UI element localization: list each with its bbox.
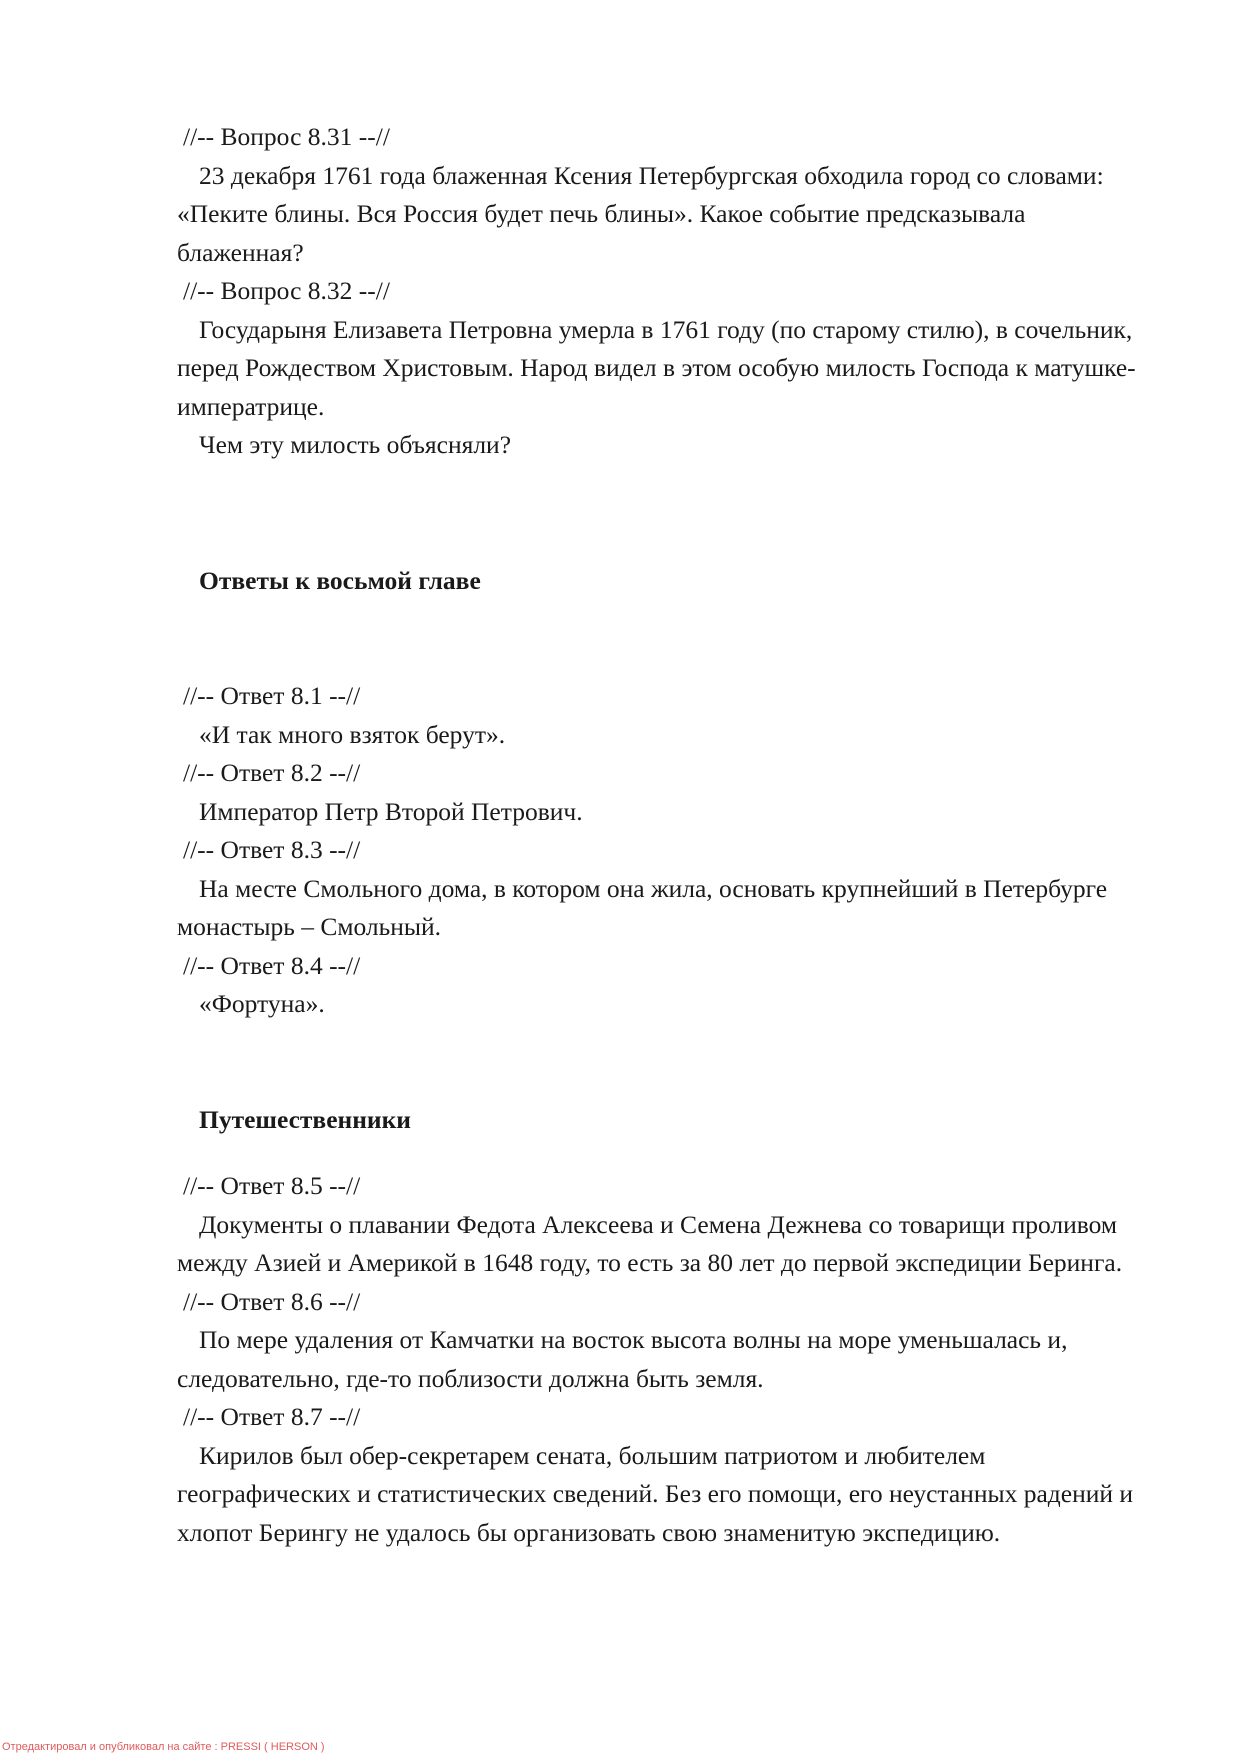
publisher-footer: Отредактировал и опубликовал на сайте : PRESSI ( HERSON ) — [2, 1741, 325, 1753]
answer-marker: //-- Ответ 8.7 --// — [183, 1402, 361, 1431]
answer-text: Кирилов был обер-секретарем сената, большим патриотом и любителем географических и статистических сведений. Без его помощи, его неустанных радений и хлопот Берингу не удалось бы организовать свою знаменитую экспедицию. — [177, 1440, 1134, 1547]
question-text: Государыня Елизавета Петровна умерла в 1761 году (по старому стилю), в сочельник, перед Рождеством Христовым. Народ видел в этом особую милость Господа к матушке-императрице. — [177, 314, 1136, 421]
answer-text: «Фортуна». — [199, 989, 325, 1018]
answer-marker: //-- Ответ 8.3 --// — [183, 835, 361, 864]
answer-text: Император Петр Второй Петрович. — [199, 796, 583, 826]
question-marker: //-- Вопрос 8.31 --// — [183, 122, 390, 151]
answer-text: По мере удаления от Камчатки на восток высота волны на море уменьшалась и, следовательно, где-то поблизости должна быть земля. — [177, 1325, 1068, 1393]
section-heading-answers: Ответы к восьмой главе — [199, 565, 481, 595]
answer-marker: //-- Ответ 8.5 --// — [183, 1171, 361, 1200]
question-text: Чем эту милость объясняли? — [199, 430, 512, 459]
answer-text: «И так много взяток берут». — [199, 719, 506, 749]
answer-marker: //-- Ответ 8.6 --// — [183, 1286, 361, 1316]
answer-text: Документы о плавании Федота Алексеева и Семена Дежнева со товарищи проливом между Азией и Америкой в 1648 году, то есть за 80 лет до первой экспедиции Беринга. — [177, 1209, 1123, 1277]
question-text: 23 декабря 1761 года блаженная Ксения Петербургская обходила город со словами: «Пеките блины. Вся Россия будет печь блины». Какое событие предсказывала блаженная? — [177, 160, 1104, 267]
spacer — [177, 1024, 1157, 1101]
section-heading-travelers: Путешественники — [199, 1104, 411, 1134]
page-content — [177, 118, 1157, 1552]
spacer — [177, 1139, 1157, 1167]
answer-marker: //-- Ответ 8.2 --// — [183, 758, 361, 787]
answer-text: На месте Смольного дома, в котором она жила, основать крупнейший в Петербурге монастырь – Смольный. — [177, 873, 1108, 941]
question-marker: //-- Вопрос 8.32 --// — [183, 276, 390, 305]
spacer — [177, 600, 1157, 677]
answer-marker: //-- Ответ 8.4 --// — [183, 950, 361, 980]
spacer — [177, 465, 1157, 562]
answer-marker: //-- Ответ 8.1 --// — [183, 681, 361, 710]
